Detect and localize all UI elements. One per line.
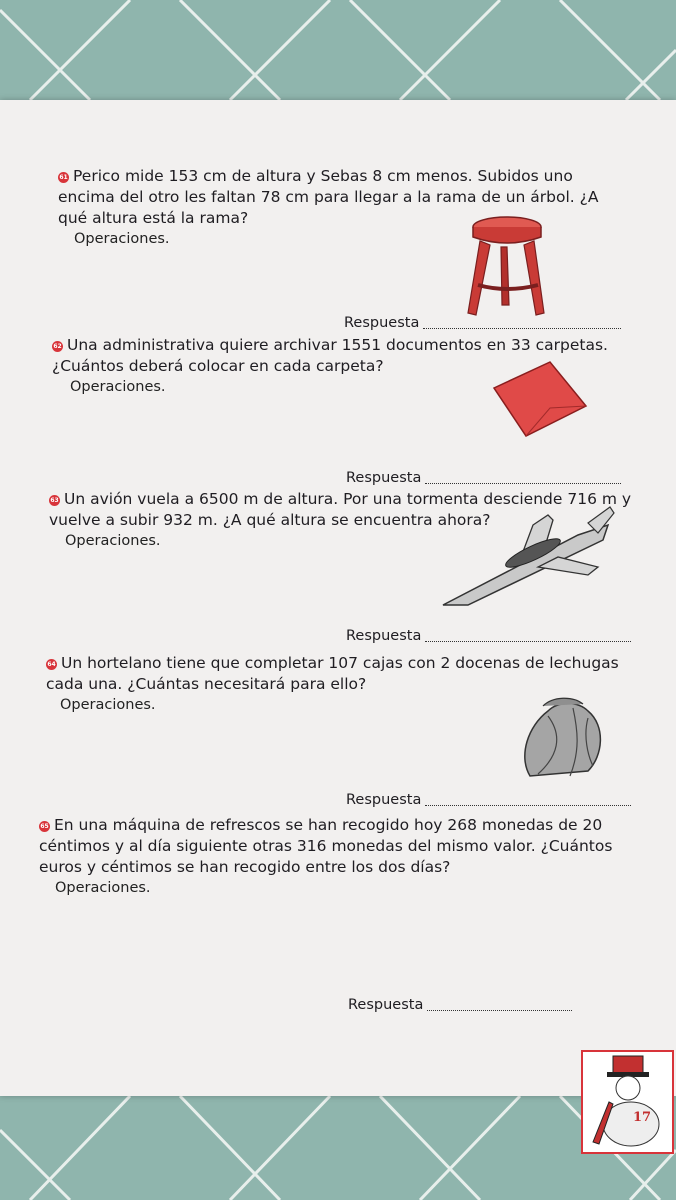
answer-line-62[interactable] (346, 470, 621, 486)
answer-line-63[interactable] (346, 628, 631, 644)
operations-label: Operaciones. (65, 533, 161, 549)
operations-label: Operaciones. (74, 231, 170, 247)
problem-text: Perico mide 153 cm de altura y Sebas 8 cm menos. Subidos uno encima del otro les faltan 78 cm para llegar a la rama de un árbol. ¿A qué altura está la rama? (58, 167, 599, 227)
problem-number-badge: 63 (50, 497, 59, 504)
snowman-icon (583, 1052, 672, 1152)
lettuce-icon (518, 696, 608, 781)
problem-text: Un hortelano tiene que completar 107 cajas con 2 docenas de lechugas cada una. ¿Cuántas necesitará para ello? (46, 654, 619, 693)
page-number-badge (581, 1050, 674, 1154)
answer-label: Respuesta (346, 792, 422, 808)
problem-65 (39, 815, 649, 899)
problem-number-badge: 65 (40, 823, 49, 830)
answer-line-64[interactable] (346, 792, 631, 808)
worksheet-page (0, 100, 676, 1125)
operations-label: Operaciones. (60, 697, 156, 713)
operations-label: Operaciones. (70, 379, 166, 395)
answer-label: Respuesta (348, 997, 424, 1013)
airplane-icon (438, 505, 618, 610)
page-number: 17 (633, 1110, 652, 1125)
answer-label: Respuesta (346, 470, 422, 486)
problem-text: Un avión vuela a 6500 m de altura. Por una tormenta desciende 716 m y vuelve a subir 932 m. ¿A qué altura se encuentra ahora? (49, 490, 632, 529)
problem-text: En una máquina de refrescos se han recogido hoy 268 monedas de 20 céntimos y al día siguiente otras 316 monedas del mismo valor. ¿Cuántos euros y céntimos se han recogido entre los dos días? (39, 816, 613, 876)
problem-number-badge: 62 (53, 343, 62, 350)
folder-icon (490, 358, 590, 438)
stool-icon (462, 215, 552, 320)
problem-text: Una administrativa quiere archivar 1551 documentos en 33 carpetas. ¿Cuántos deberá colocar en cada carpeta? (52, 336, 608, 375)
problem-number-badge: 61 (59, 174, 68, 181)
answer-label: Respuesta (344, 315, 420, 331)
answer-line-61[interactable] (344, 315, 621, 331)
operations-label: Operaciones. (55, 880, 151, 896)
answer-label: Respuesta (346, 628, 422, 644)
answer-line-65[interactable] (348, 997, 572, 1013)
problem-number-badge: 64 (47, 661, 56, 668)
